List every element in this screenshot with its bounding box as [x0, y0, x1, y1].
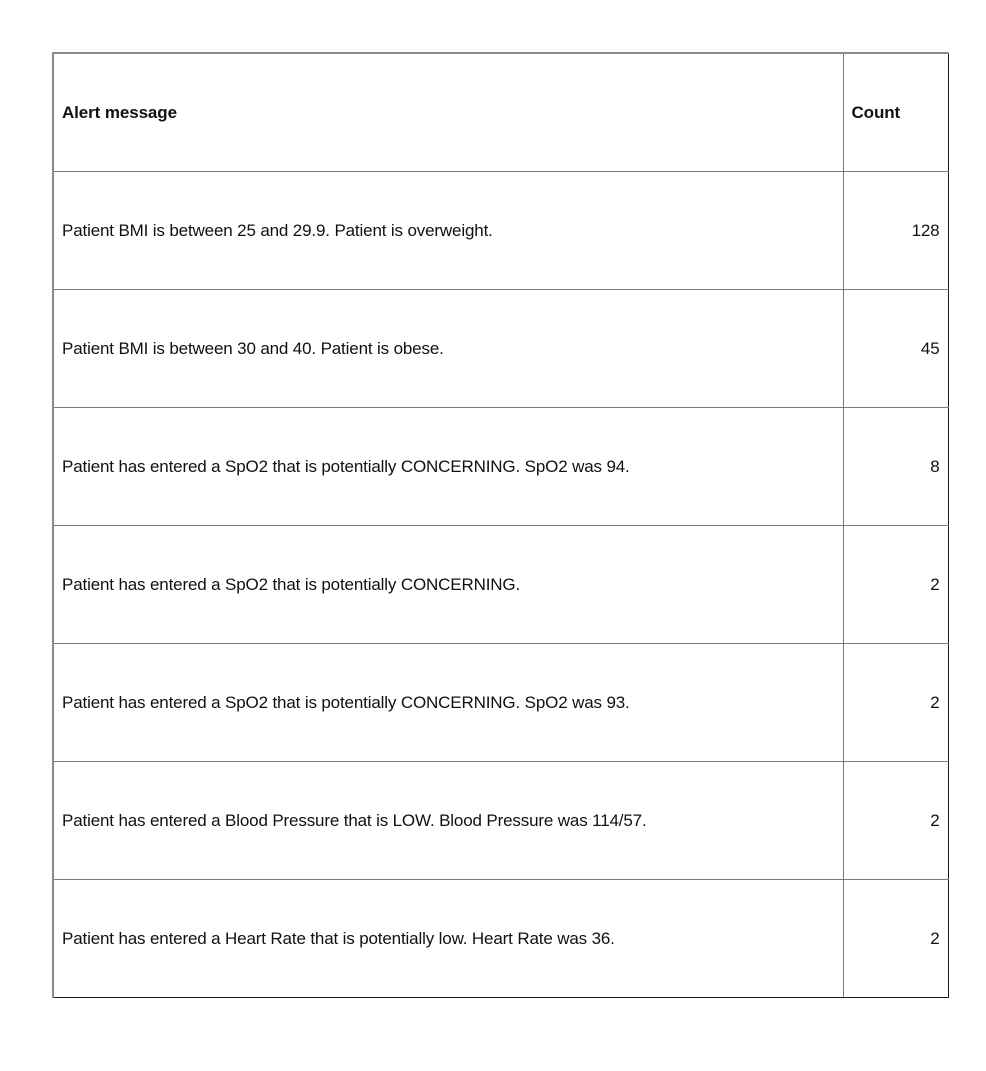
cell-alert-message: [53, 880, 843, 998]
table-row: [53, 880, 948, 998]
cell-alert-message: [53, 408, 843, 526]
cell-alert-message: [53, 526, 843, 644]
alert-message-text: Patient has entered a SpO2 that is potentially CONCERNING.: [62, 575, 521, 594]
column-header-alert-message: Alert message: [53, 53, 843, 172]
cell-alert-message: [53, 290, 843, 408]
cell-count: 45: [843, 290, 948, 408]
column-header-count: Count: [843, 53, 948, 172]
alert-message-text: Patient has entered a Blood Pressure that is LOW. Blood Pressure was 114/57.: [62, 811, 647, 830]
cell-alert-message: [53, 644, 843, 762]
alert-message-text: Patient has entered a SpO2 that is potentially CONCERNING. SpO2 was 93.: [62, 693, 630, 712]
table-header-row: [53, 53, 948, 172]
table-row: [53, 644, 948, 762]
table-row: [53, 526, 948, 644]
table-row: [53, 172, 948, 290]
table-body: [53, 172, 948, 998]
alert-message-count-table: [52, 52, 949, 998]
table-row: [53, 290, 948, 408]
alert-message-text: Patient has entered a Heart Rate that is potentially low. Heart Rate was 36.: [62, 929, 615, 948]
table-header: [53, 53, 948, 172]
cell-count: 128: [843, 172, 948, 290]
alert-message-text: Patient BMI is between 25 and 29.9. Patient is overweight.: [62, 221, 493, 240]
alert-message-text: Patient has entered a SpO2 that is potentially CONCERNING. SpO2 was 94.: [62, 457, 630, 476]
cell-alert-message: [53, 762, 843, 880]
cell-count: 2: [843, 880, 948, 998]
alert-message-text: Patient BMI is between 30 and 40. Patient is obese.: [62, 339, 444, 358]
cell-alert-message: [53, 172, 843, 290]
cell-count: 2: [843, 644, 948, 762]
cell-count: 8: [843, 408, 948, 526]
table-row: [53, 408, 948, 526]
alert-table-container: [52, 52, 947, 998]
cell-count: 2: [843, 762, 948, 880]
cell-count: 2: [843, 526, 948, 644]
table-row: [53, 762, 948, 880]
